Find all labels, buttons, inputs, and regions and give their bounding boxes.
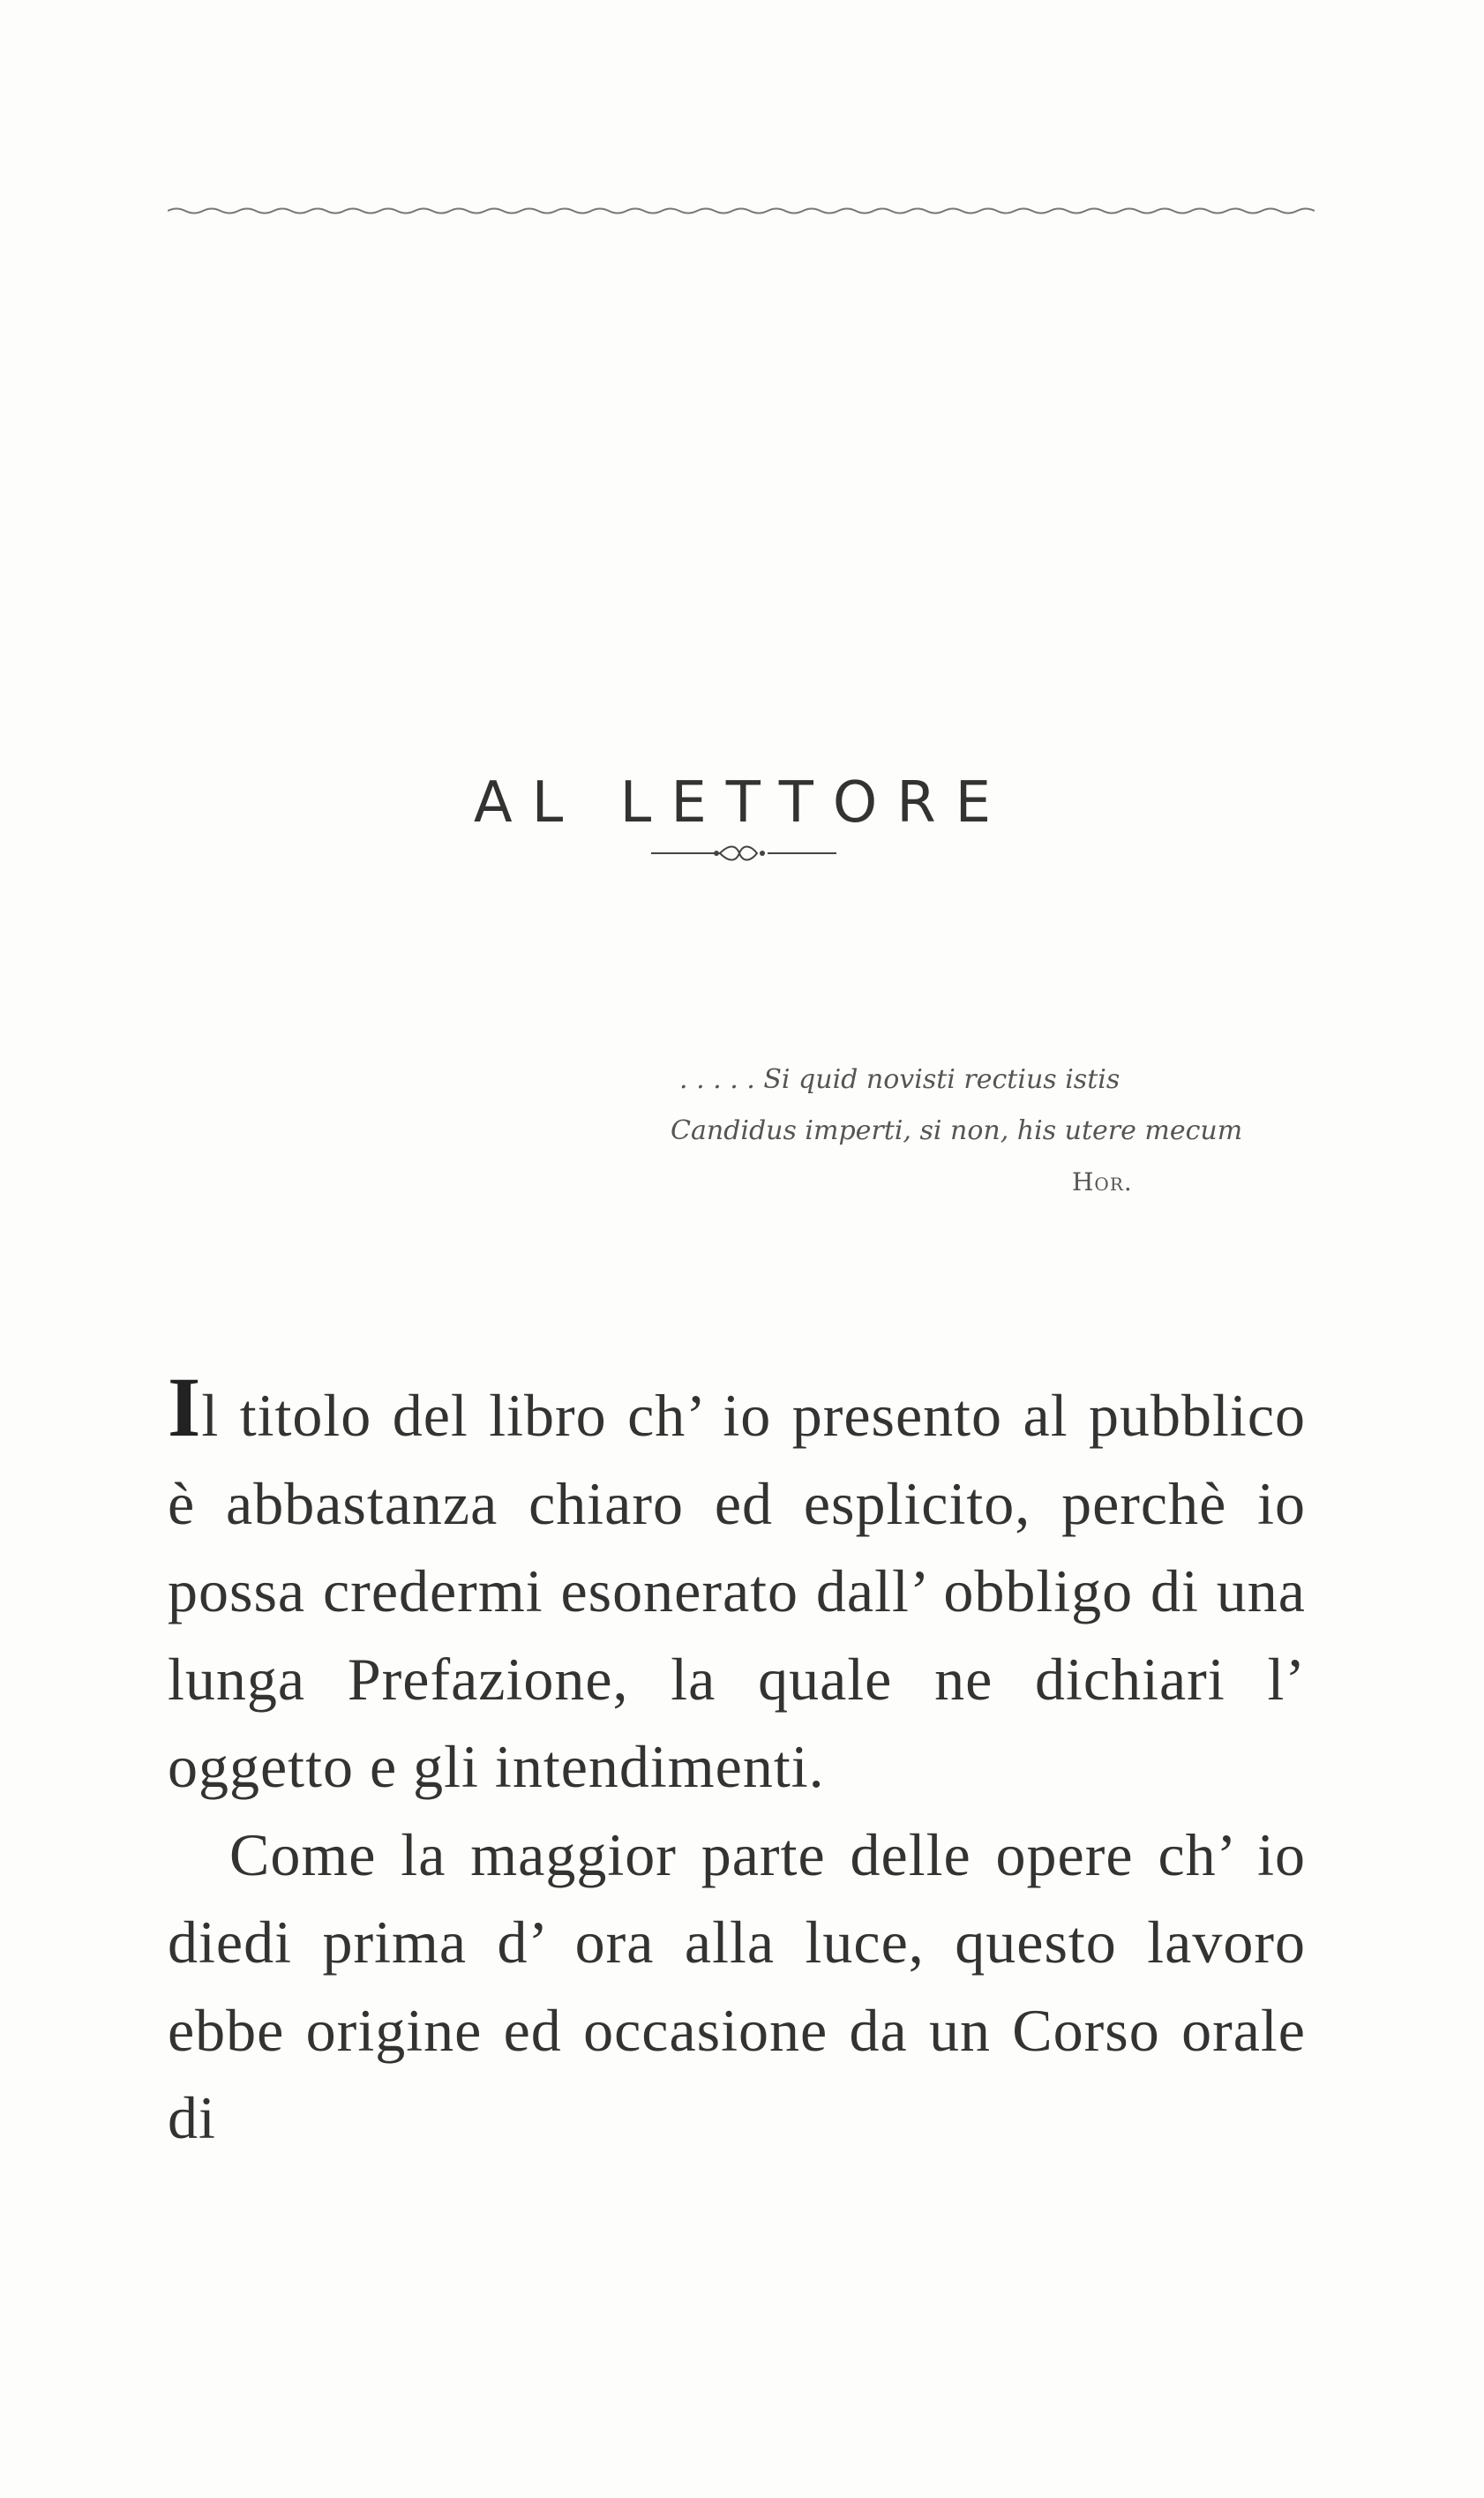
- title-ornament: [651, 843, 836, 864]
- paragraph: [168, 1360, 1306, 1812]
- body-text: [168, 1360, 1306, 2163]
- paragraph-text: l titolo del libro ch’ io presento al pubblico è abbastanza chiaro ed esplicito, perchè io possa credermi esonerato dall’ obbligo di una lunga Prefazione, la quale ne dichiari l’ oggetto e gli intendimenti.: [168, 1382, 1306, 1800]
- epigraph-line: Candidus imperti, si non, his utere mecum: [671, 1115, 1243, 1146]
- decorative-top-rule: [168, 205, 1315, 217]
- paragraph: Come la maggior parte delle opere ch’ io diedi prima d’ ora alla luce, questo lavoro ebbe origine ed occasione da un Corso orale di: [168, 1820, 1306, 2151]
- epigraph-author: Hor.: [1072, 1167, 1133, 1196]
- epigraph-line: . . . . . Si quid novisti rectius istis: [679, 1064, 1120, 1095]
- page-title: AL LETTORE: [473, 769, 1011, 836]
- drop-cap: I: [168, 1360, 202, 1454]
- epigraph: [671, 1054, 1288, 1208]
